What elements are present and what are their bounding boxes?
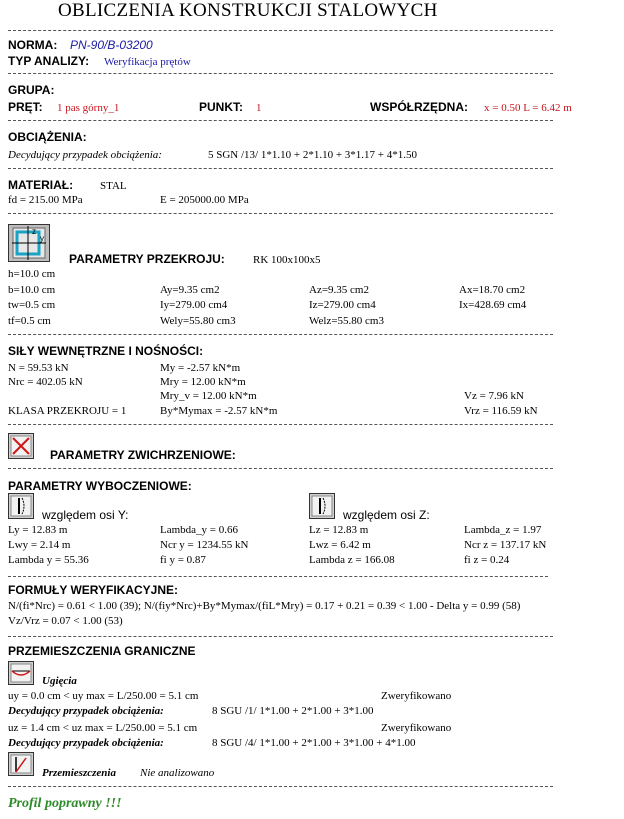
displacements-sub-label: Przemieszczenia: [42, 767, 116, 779]
norma-value: PN-90/B-03200: [70, 38, 153, 52]
buckling-ly: Ly = 12.83 m: [8, 524, 68, 536]
divider: [8, 30, 553, 31]
deflections-label: Ugięcia: [42, 675, 77, 687]
formula-line-1: N/(fi*Nrc) = 0.61 < 1.00 (39); N/(fiy*Nrc)+By*Mymax/(fiL*Mry) = 0.17 + 0.21 = 0.39 < 1.00 - Delta y = 0.99 (58): [8, 600, 521, 612]
divider: [8, 334, 553, 335]
buckling-y-icon: [8, 493, 34, 522]
divider: [8, 576, 548, 577]
svg-text:y: y: [40, 234, 44, 243]
coordinate-value: x = 0.50 L = 6.42 m: [484, 102, 572, 114]
result-message: Profil poprawny !!!: [8, 796, 122, 811]
formula-line-2: Vz/Vrz = 0.07 < 1.00 (53): [8, 615, 123, 627]
divider: [8, 73, 553, 74]
force-nrc: Nrc = 402.05 kN: [8, 376, 83, 388]
section-tf: tf=0.5 cm: [8, 315, 51, 327]
section-ax: Ax=18.70 cm2: [459, 284, 526, 296]
buckling-fi-y: fi y = 0.87: [160, 554, 206, 566]
page-title: OBLICZENIA KONSTRUKCJI STALOWYCH: [58, 0, 438, 21]
section-iy: Iy=279.00 cm4: [160, 299, 228, 311]
divider: [8, 120, 553, 121]
analysis-type-label: TYP ANALIZY:: [8, 54, 90, 68]
divider: [8, 468, 553, 469]
divider: [8, 786, 553, 787]
force-n: N = 59.53 kN: [8, 362, 69, 374]
section-ix: Ix=428.69 cm4: [459, 299, 527, 311]
rectangular-hollow-section-icon: [8, 224, 50, 265]
buckling-lwy: Lwy = 2.14 m: [8, 539, 71, 551]
moment-by-mymax: By*Mymax = -2.57 kN*m: [160, 405, 278, 417]
displacement-icon: [8, 752, 34, 779]
buckling-lambda-y-rel: Lambda_y = 0.66: [160, 524, 238, 536]
deflection-uz: uz = 1.4 cm < uz max = L/250.00 = 5.1 cm: [8, 722, 198, 734]
section-welz: Welz=55.80 cm3: [309, 315, 384, 327]
shear-vrz: Vrz = 116.59 kN: [464, 405, 538, 417]
member-label: PRĘT:: [8, 100, 43, 114]
buckling-y-label: względem osi Y:: [42, 508, 129, 522]
divider: [8, 213, 553, 214]
norma-label: NORMA:: [8, 38, 58, 52]
svg-text:z: z: [32, 227, 36, 236]
coordinate-label: WSPÓŁRZĘDNA:: [370, 100, 468, 114]
displacements-label: PRZEMIESZCZENIA GRANICZNE: [8, 644, 196, 658]
buckling-z-label: względem osi Z:: [343, 508, 430, 522]
internal-forces-label: SIŁY WEWNĘTRZNE I NOŚNOŚCI:: [8, 344, 204, 358]
decisive-case-uz-value: 8 SGU /4/ 1*1.00 + 2*1.00 + 3*1.00 + 4*1.00: [212, 737, 416, 749]
section-b: b=10.0 cm: [8, 284, 56, 296]
displacements-status: Nie analizowano: [140, 767, 215, 779]
material-label: MATERIAŁ:: [8, 178, 74, 192]
buckling-z-icon: [309, 493, 335, 522]
decisive-case-uy-value: 8 SGU /1/ 1*1.00 + 2*1.00 + 3*1.00: [212, 705, 374, 717]
divider: [8, 636, 553, 637]
moment-my: My = -2.57 kN*m: [160, 362, 241, 374]
section-iz: Iz=279.00 cm4: [309, 299, 376, 311]
section-tw: tw=0.5 cm: [8, 299, 56, 311]
buckling-lambda-y: Lambda y = 55.36: [8, 554, 89, 566]
material-name: STAL: [100, 180, 127, 192]
e-modulus-value: E = 205000.00 MPa: [160, 194, 249, 206]
divider: [8, 424, 553, 425]
buckling-params-label: PARAMETRY WYBOCZENIOWE:: [8, 479, 192, 493]
section-params-label: PARAMETRY PRZEKROJU:: [69, 252, 225, 266]
lateral-buckling-label: PARAMETRY ZWICHRZENIOWE:: [50, 448, 236, 462]
verification-formulas-label: FORMUŁY WERYFIKACYJNE:: [8, 583, 179, 597]
deflection-uy-status: Zweryfikowano: [381, 690, 452, 702]
deflection-icon: [8, 661, 34, 688]
moment-mry-v: Mry_v = 12.00 kN*m: [160, 390, 257, 402]
section-name: RK 100x100x5: [253, 254, 321, 266]
section-h: h=10.0 cm: [8, 268, 56, 280]
buckling-fi-z: fi z = 0.24: [464, 554, 510, 566]
decisive-case-uz-label: Decydujący przypadek obciążenia:: [8, 737, 164, 749]
section-wely: Wely=55.80 cm3: [160, 315, 236, 327]
fd-value: fd = 215.00 MPa: [8, 194, 83, 206]
loads-label: OBCIĄŻENIA:: [8, 130, 87, 144]
buckling-lz: Lz = 12.83 m: [309, 524, 369, 536]
buckling-lambda-z-rel: Lambda_z = 1.97: [464, 524, 542, 536]
decisive-case-uy-label: Decydujący przypadek obciążenia:: [8, 705, 164, 717]
point-value: 1: [256, 102, 262, 114]
section-ay: Ay=9.35 cm2: [160, 284, 220, 296]
deflection-uy: uy = 0.0 cm < uy max = L/250.00 = 5.1 cm: [8, 690, 199, 702]
divider: [8, 168, 553, 169]
section-az: Az=9.35 cm2: [309, 284, 369, 296]
shear-vz: Vz = 7.96 kN: [464, 390, 524, 402]
decisive-case-label: Decydujący przypadek obciążenia:: [8, 149, 162, 161]
group-label: GRUPA:: [8, 83, 55, 97]
deflection-uz-status: Zweryfikowano: [381, 722, 452, 734]
cross-icon: [8, 433, 34, 462]
buckling-lambda-z: Lambda z = 166.08: [309, 554, 395, 566]
buckling-lwz: Lwz = 6.42 m: [309, 539, 371, 551]
analysis-type-value: Weryfikacja prętów: [104, 56, 191, 68]
section-class: KLASA PRZEKROJU = 1: [8, 405, 127, 417]
member-value: 1 pas górny_1: [57, 102, 120, 114]
decisive-case-value: 5 SGN /13/ 1*1.10 + 2*1.10 + 3*1.17 + 4*1.50: [208, 149, 417, 161]
buckling-ncr-z: Ncr z = 137.17 kN: [464, 539, 547, 551]
moment-mry: Mry = 12.00 kN*m: [160, 376, 246, 388]
point-label: PUNKT:: [199, 100, 243, 114]
buckling-ncr-y: Ncr y = 1234.55 kN: [160, 539, 249, 551]
